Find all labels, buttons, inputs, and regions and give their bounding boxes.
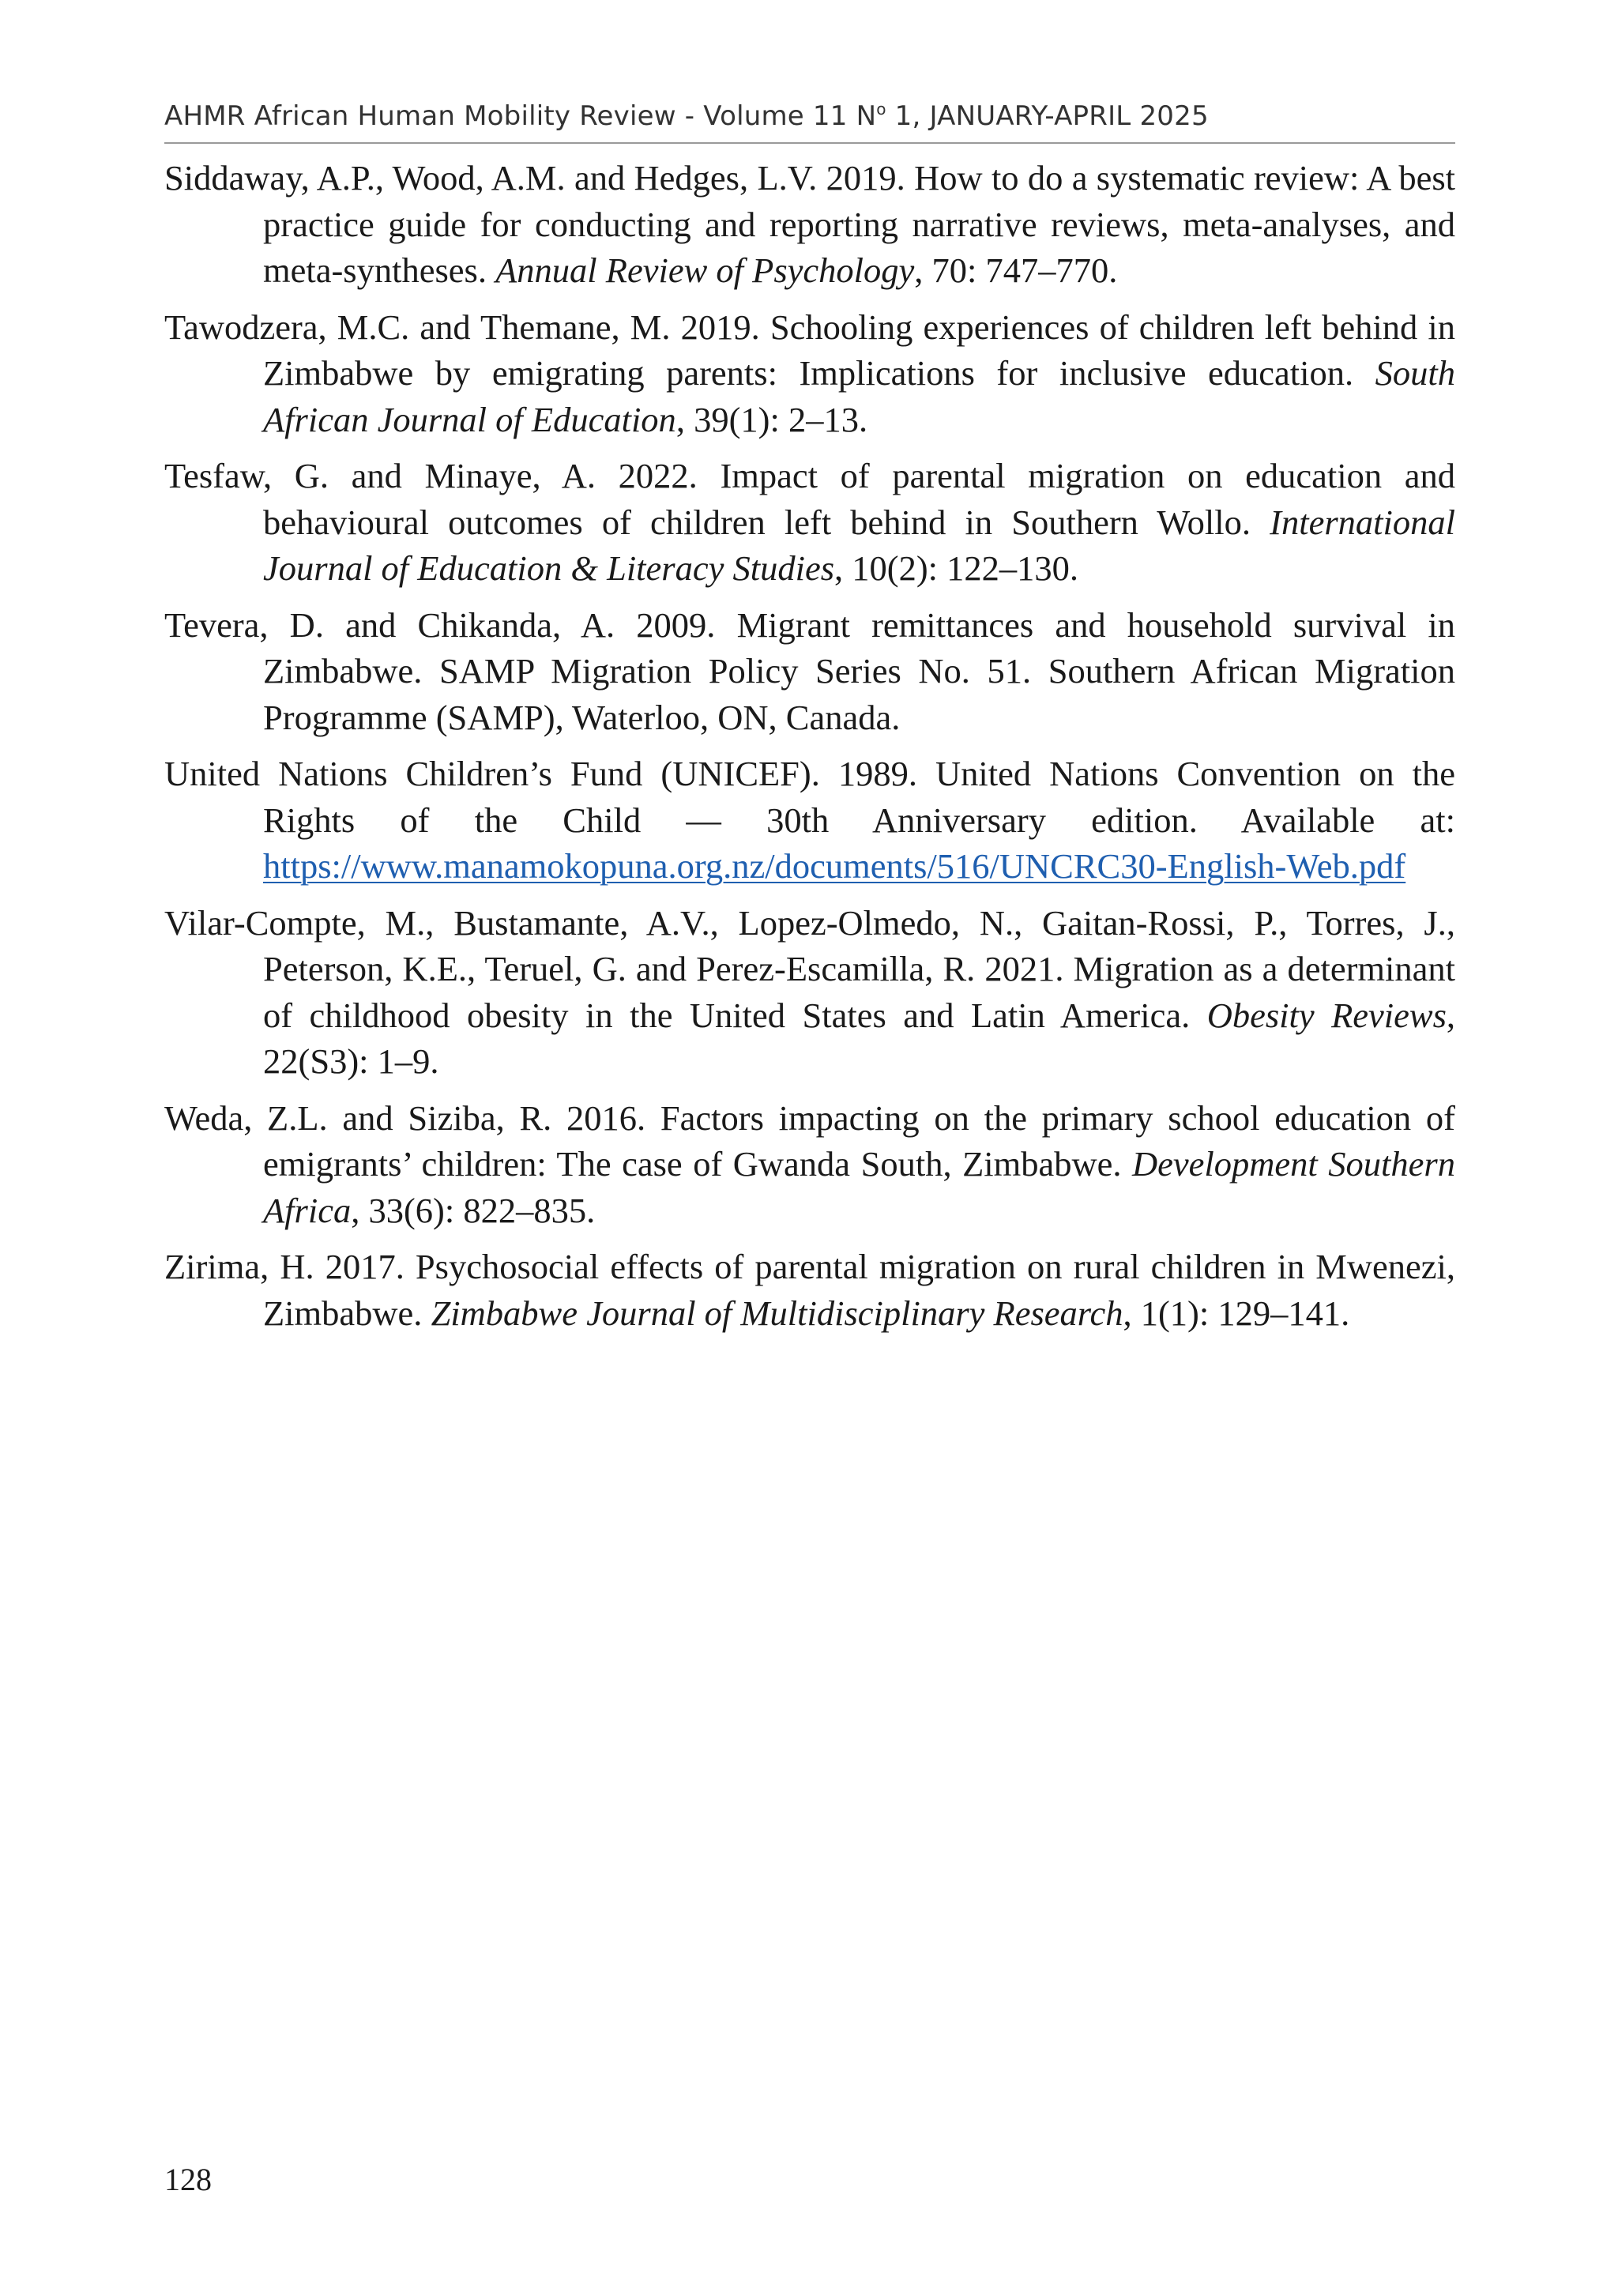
reference-link[interactable]: https://www.manamokopuna.org.nz/documents/516/UNCRC30-English-Web.pdf <box>263 846 1406 886</box>
reference-journal: South African Journal of Education <box>263 353 1455 439</box>
reference-entry <box>164 155 1455 294</box>
reference-text: Tawodzera, M.C. and Themane, M. 2019. Schooling experiences of children left behind in Zimbabwe by emigrating parents: Implications for inclusive education. <box>164 307 1455 393</box>
header-divider <box>164 142 1455 144</box>
running-header <box>164 100 1454 132</box>
running-header-superscript: o <box>876 100 886 119</box>
reference-journal: Obesity Reviews <box>1206 995 1447 1035</box>
reference-details: , 33(6): 822–835. <box>351 1190 596 1230</box>
reference-list <box>164 155 1455 1346</box>
reference-entry <box>164 453 1455 592</box>
reference-details: , 1(1): 129–141. <box>1123 1293 1350 1333</box>
reference-text: Vilar-Compte, M., Bustamante, A.V., Lopez-Olmedo, N., Gaitan-Rossi, P., Torres, J., Peterson, K.E., Teruel, G. and Perez-Escamilla, R. 2021. Migration as a determinant of childhood obesity in the United States and Latin America. <box>164 902 1455 1035</box>
reference-entry <box>164 602 1455 741</box>
reference-journal: Development Southern Africa <box>263 1144 1455 1230</box>
page-number: 128 <box>164 2162 212 2197</box>
reference-text: Zirima, H. 2017. Psychosocial effects of parental migration on rural children in Mwenezi, Zimbabwe. <box>164 1247 1455 1333</box>
reference-entry <box>164 304 1455 443</box>
reference-text: Siddaway, A.P., Wood, A.M. and Hedges, L.V. 2019. How to do a systematic review: A best practice guide for conducting and reporting narrative reviews, meta-analyses, and meta-syntheses. <box>164 158 1455 290</box>
reference-details: , 39(1): 2–13. <box>675 399 868 439</box>
reference-journal: International Journal of Education & Literacy Studies <box>263 502 1455 588</box>
reference-entry <box>164 1095 1455 1234</box>
reference-entry <box>164 751 1455 890</box>
reference-entry <box>164 900 1455 1085</box>
reference-text: United Nations Children’s Fund (UNICEF). 1989. United Nations Convention on the Rights of the Child — 30th Anniversary edition. Available at: <box>164 754 1455 840</box>
reference-entry <box>164 1244 1455 1336</box>
reference-details: , 22(S3): 1–9. <box>263 995 1456 1081</box>
reference-details: , 70: 747–770. <box>914 250 1118 290</box>
reference-text: Tevera, D. and Chikanda, A. 2009. Migrant remittances and household survival in Zimbabwe. SAMP Migration Policy Series No. 51. Southern African Migration Programme (SAMP), Waterloo, ON, Canada. <box>164 604 1455 737</box>
reference-journal: Zimbabwe Journal of Multidisciplinary Research <box>431 1293 1123 1333</box>
reference-text: Tesfaw, G. and Minaye, A. 2022. Impact of parental migration on education and behavioural outcomes of children left behind in Southern Wollo. <box>164 456 1455 542</box>
reference-journal: Annual Review of Psychology <box>495 250 915 290</box>
reference-details: , 10(2): 122–130. <box>834 548 1079 588</box>
running-header-issue: 1, JANUARY-APRIL 2025 <box>886 100 1209 132</box>
reference-text: Weda, Z.L. and Siziba, R. 2016. Factors impacting on the primary school education of emigrants’ children: The case of Gwanda South, Zimbabwe. <box>164 1097 1455 1184</box>
running-header-title: AHMR African Human Mobility Review - Volume 11 N <box>164 100 877 132</box>
